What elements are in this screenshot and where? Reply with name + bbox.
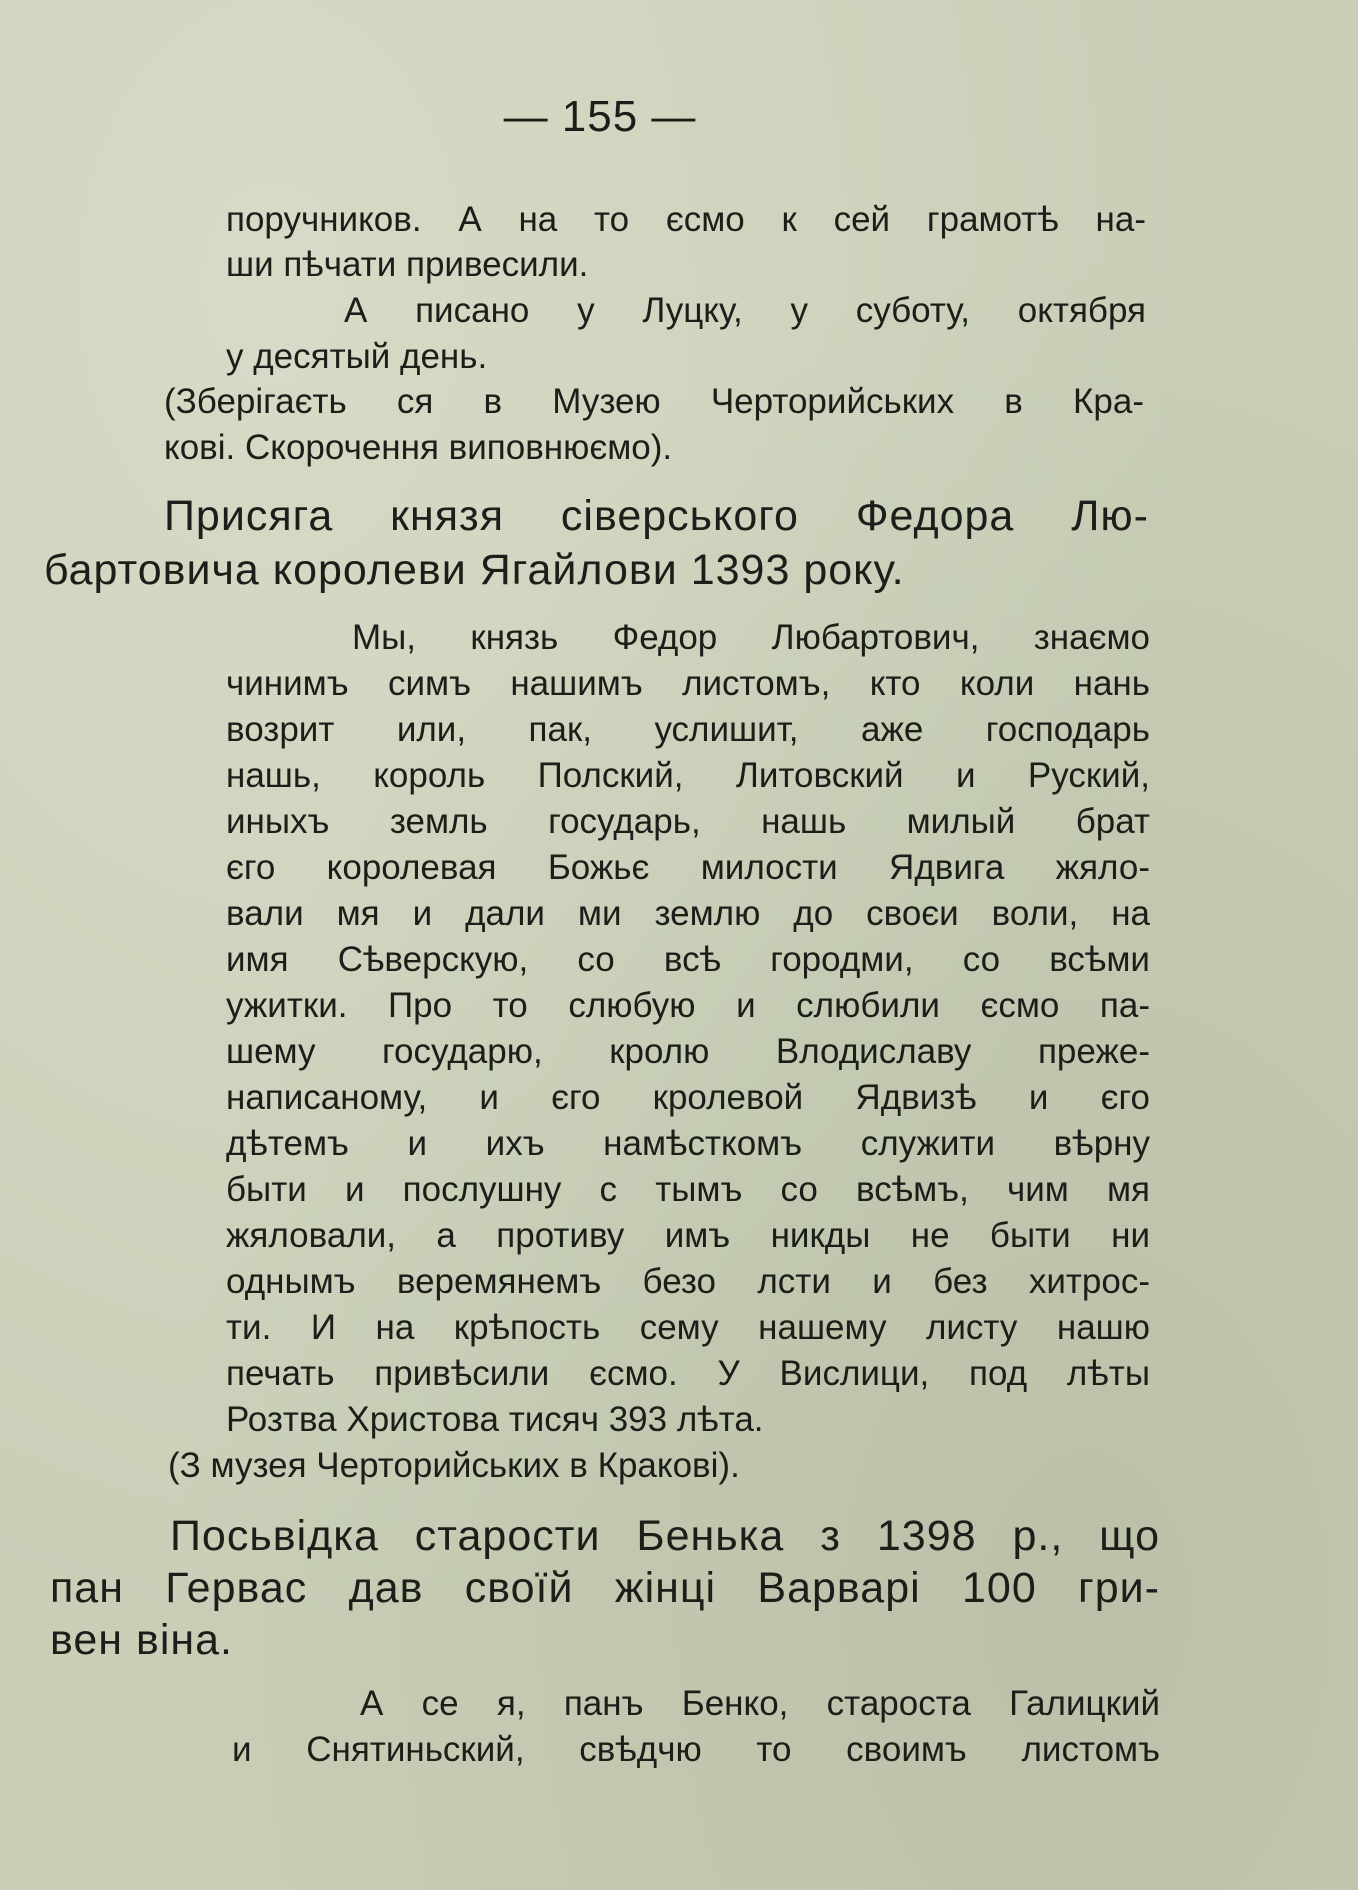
text-line: ти. И на крѣпость сему нашему листу нашю xyxy=(226,1308,1150,1347)
text-line: быти и послушну с тымъ со всѣмъ, чим мя xyxy=(226,1170,1150,1209)
text-line: дѣтемъ и ихъ намѣсткомъ служити вѣрну xyxy=(226,1124,1150,1163)
text-line: иныхъ земль государь, нашь милый брат xyxy=(226,802,1150,841)
text-line: єго королевая Божьє милости Ядвига жяло- xyxy=(226,848,1150,887)
source-note: (З музея Черторийських в Кракові). xyxy=(168,1446,740,1485)
text-line: ужитки. Про то слюбую и слюбили єсмо па- xyxy=(226,986,1150,1025)
text-line: поручников. А на то єсмо к сей грамотѣ на- xyxy=(226,200,1146,239)
text-line: А се я, панъ Бенко, староста Галицкий xyxy=(360,1684,1160,1723)
text-line: возрит или, пак, услишит, аже господарь xyxy=(226,710,1150,749)
text-line: ши пѣчати привесили. xyxy=(226,245,589,284)
source-note: (Зберігаєть ся в Музею Черторийських в Кра- xyxy=(164,382,1144,421)
text-line: жяловали, а противу имъ никды не быти ни xyxy=(226,1216,1150,1255)
text-line: нашь, король Полский, Литовский и Руский, xyxy=(226,756,1150,795)
text-line: у десятый день. xyxy=(226,337,488,376)
text-line: Розтва Христова тисяч 393 лѣта. xyxy=(226,1400,764,1439)
text-line: Мы, князь Федор Любартович, знаємо xyxy=(352,618,1150,657)
source-note: кові. Скорочення виповнюємо). xyxy=(164,428,673,467)
text-line: печать привѣсили єсмо. У Вислици, под лѣты xyxy=(226,1354,1150,1393)
section-heading: Посьвідка старости Бенька з 1398 р., що xyxy=(170,1512,1160,1560)
text-line: шему государю, кролю Влодиславу преже- xyxy=(226,1032,1150,1071)
section-heading: Присяга князя сіверського Федора Лю- xyxy=(164,492,1149,540)
text-line: написаному, и єго кролевой Ядвизѣ и єго xyxy=(226,1078,1150,1117)
text-line: и Снятиньский, свѣдчю то своимъ листомъ xyxy=(232,1730,1160,1769)
text-line: вали мя и дали ми землю до своєи воли, на xyxy=(226,894,1150,933)
section-heading: бартовича королеви Ягайлови 1393 року. xyxy=(44,546,905,594)
text-line: чинимъ симъ нашимъ листомъ, кто коли нань xyxy=(226,664,1150,703)
section-heading: пан Гервас дав своїй жінці Варварі 100 гри- xyxy=(50,1564,1160,1612)
text-line: А писано у Луцку, у суботу, октября xyxy=(344,291,1146,330)
page-number: — 155 — xyxy=(503,92,697,141)
text-line: однымъ веремянемъ безо лсти и без хитрос- xyxy=(226,1262,1150,1301)
text-line: имя Сѣверскую, со всѣ городми, со всѣми xyxy=(226,940,1150,979)
section-heading: вен віна. xyxy=(50,1616,233,1664)
